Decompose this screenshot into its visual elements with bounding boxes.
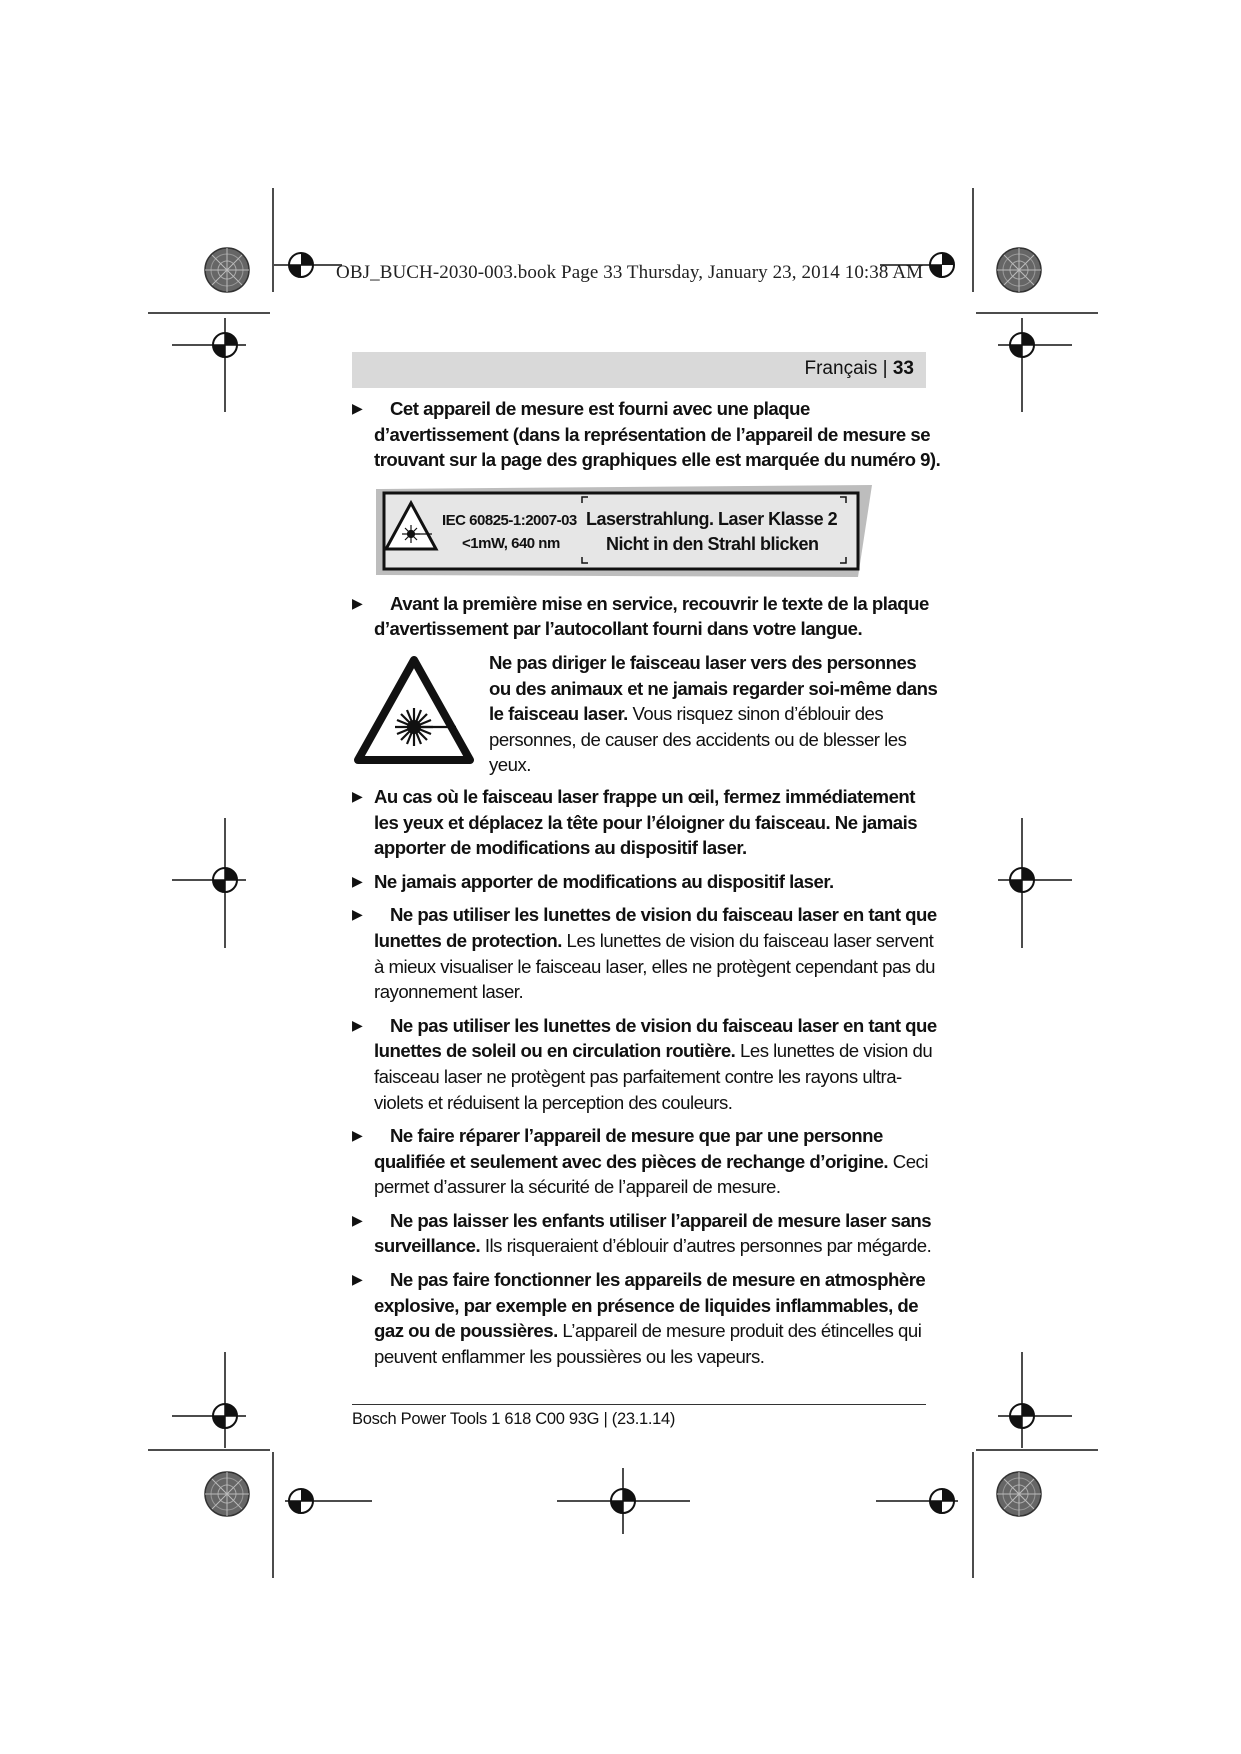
item-bold-text: Ne faire réparer l’appareil de mesure que par une personne qualifiée et seulement avec des pièces de rechange d’origine. (374, 1125, 889, 1172)
label-standard: IEC 60825-1:2007-03 (442, 511, 577, 529)
item-text: Ils risqueraient d’éblouir d’autres personnes par mégarde. (480, 1235, 932, 1257)
warning-bold-text: Ne pas diriger le faisceau laser vers des personnes ou des animaux et ne jamais regarder soi-même dans le faisceau laser. (489, 651, 938, 725)
bullet-triangle-icon: ▶ (352, 1016, 363, 1033)
list-item (352, 784, 942, 861)
item-text: Les lunettes de vision du faisceau laser servent à mieux visualiser le faisceau laser, elles ne protègent cependant pas du rayonnement laser. (374, 929, 935, 1003)
print-info: OBJ_BUCH-2030-003.book Page 33 Thursday, January 23, 2014 10:38 AM (336, 262, 924, 283)
item-bold-text: Cet appareil de mesure est fourni avec une plaque d’avertissement (dans la représentation de l’appareil de mesure se trouvant sur la page des graphiques elle est marquée du numéro 9). (374, 398, 941, 471)
page-header (352, 352, 926, 388)
item-bold-text: Avant la première mise en service, recouvrir le texte de la plaque d’avertissement par l’autocollant fourni dans votre langue. (374, 592, 929, 640)
header-language: Français (804, 358, 878, 379)
list-item (352, 902, 942, 1004)
label-spec: <1mW, 640 nm (462, 534, 560, 552)
laser-warning-block (352, 650, 942, 778)
list-item (352, 1123, 942, 1200)
page-footer: Bosch Power Tools 1 618 C00 93G | (23.1.14) (352, 1410, 676, 1428)
list-item (352, 869, 942, 895)
item-bold-text: Au cas où le faisceau laser frappe un œil, fermez immédiatement les yeux et déplacez la tête pour l’éloigner du faisceau. Ne jamais apporter de modifications au dispositif laser. (374, 785, 918, 859)
header-text (805, 358, 915, 380)
item-text: Ceci permet d’assurer la sécurité de l’appareil de mesure. (374, 1150, 928, 1198)
item-bold-text: Ne pas laisser les enfants utiliser l’appareil de mesure laser sans surveillance. (374, 1209, 932, 1257)
list-item (352, 1208, 942, 1259)
footer-rule (352, 1404, 926, 1405)
warning-text: Vous risquez sinon d’éblouir des personnes, de causer des accidents ou de blesser les yeux. (489, 703, 907, 776)
list-item (352, 1267, 942, 1369)
page-number: 33 (892, 358, 914, 379)
item-text: Les lunettes de vision du faisceau laser ne protègent pas parfaitement contre les rayons ultra-violets et réduisent la perception des couleurs. (374, 1040, 933, 1113)
label-line-1: Laserstrahlung. Laser Klasse 2 (586, 508, 838, 529)
laser-warning-label (374, 483, 874, 581)
list-item (352, 591, 942, 642)
bullet-triangle-icon: ▶ (352, 906, 363, 923)
bullet-triangle-icon: ▶ (352, 872, 363, 889)
bullet-triangle-icon: ▶ (352, 1127, 363, 1144)
header-separator: | (877, 358, 893, 379)
item-bold-text: Ne jamais apporter de modifications au dispositif laser. (374, 870, 834, 892)
item-text: L’appareil de mesure produit des étincelles qui peuvent enflammer les poussières ou les vapeurs. (374, 1320, 922, 1367)
bullet-triangle-icon: ▶ (352, 594, 363, 611)
bullet-triangle-icon: ▶ (352, 1211, 363, 1228)
bullet-triangle-icon: ▶ (352, 400, 363, 416)
item-bold-text: Ne pas utiliser les lunettes de vision du faisceau laser en tant que lunettes de soleil ou en circulation routière. (374, 1014, 937, 1062)
item-bold-text: Ne pas faire fonctionner les appareils de mesure en atmosphère explosive, par exemple en présence de liquides inflammables, de gaz ou de poussières. (374, 1269, 926, 1342)
item-bold-text: Ne pas utiliser les lunettes de vision du faisceau laser en tant que lunettes de protection. (374, 904, 937, 951)
bullet-triangle-icon: ▶ (352, 787, 363, 804)
bullet-triangle-icon: ▶ (352, 1271, 363, 1288)
page-content (352, 396, 942, 1377)
list-item (352, 396, 942, 473)
label-line-2: Nicht in den Strahl blicken (606, 533, 819, 554)
laser-hazard-icon (352, 654, 476, 768)
list-item (352, 1013, 942, 1115)
